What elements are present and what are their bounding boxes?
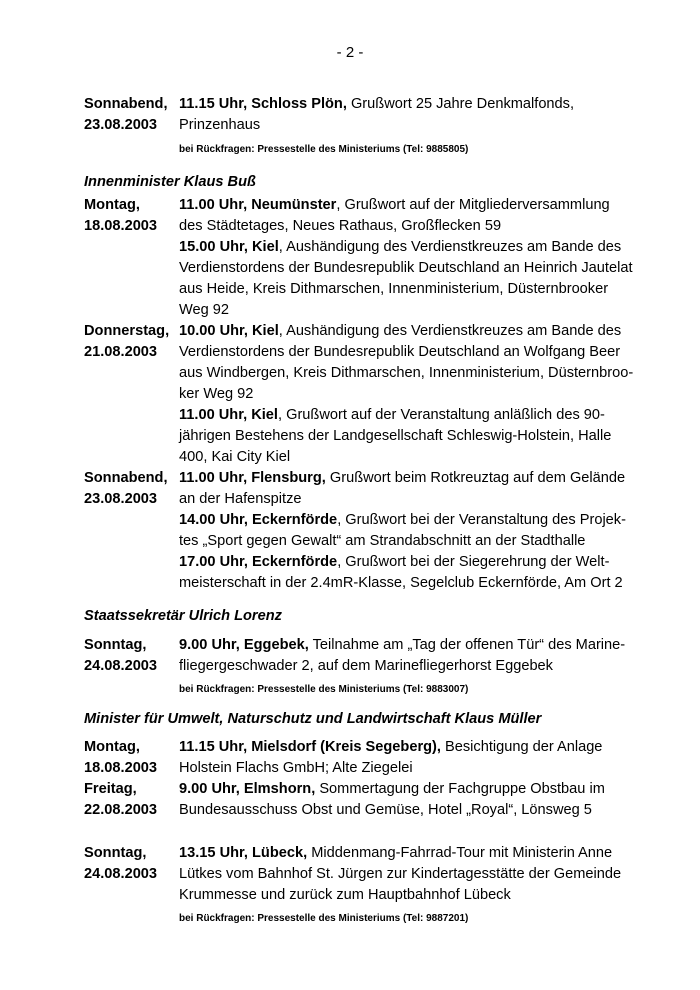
event-time-place: 15.00 Uhr, Kiel — [179, 239, 279, 255]
event-line — [179, 195, 610, 215]
event-line: tes „Sport gegen Gewalt“ am Strandabschnitt an der Stadthalle — [179, 533, 586, 549]
event-time-place: 9.00 Uhr, Elmshorn, — [179, 781, 316, 797]
date-day: Donnerstag, — [84, 323, 170, 339]
event-line: Verdienstordens der Bundesrepublik Deutschland an Heinrich Jautelat — [179, 260, 633, 276]
date-day: Sonntag, — [84, 845, 147, 861]
event-line — [179, 237, 621, 257]
event-line — [179, 779, 605, 799]
event-description: , Aushändigung des Verdienstkreuzes am Bande des — [278, 239, 622, 255]
section-heading: Minister für Umwelt, Naturschutz und Landwirtschaft Klaus Müller — [84, 711, 542, 727]
date-value: 23.08.2003 — [84, 491, 158, 507]
event-description: , Grußwort bei der Siegerehrung der Welt- — [337, 554, 610, 570]
event-line: 400, Kai City Kiel — [179, 449, 291, 465]
section-heading: Innenminister Klaus Buß — [84, 174, 256, 190]
event-time-place: 14.00 Uhr, Eckernförde — [179, 512, 338, 528]
event-line: des Städtetages, Neues Rathaus, Großflecken 59 — [179, 218, 502, 234]
event-line: an der Hafenspitze — [179, 491, 302, 507]
event-line — [179, 635, 625, 655]
event-description: Grußwort beim Rotkreuztag auf dem Gelände — [325, 470, 626, 486]
date-day: Sonntag, — [84, 637, 147, 653]
event-time-place: 11.15 Uhr, Mielsdorf (Kreis Segeberg), — [179, 739, 441, 755]
event-description: , Grußwort auf der Veranstaltung anläßlich des 90- — [277, 407, 605, 423]
date-day: Montag, — [84, 739, 140, 755]
event-line: aus Heide, Kreis Dithmarschen, Innenministerium, Düsternbrooker — [179, 281, 609, 297]
event-line: jährigen Bestehens der Landgesellschaft Schleswig-Holstein, Halle — [179, 428, 612, 444]
event-time-place: 9.00 Uhr, Eggebek, — [179, 637, 309, 653]
event-description: , Grußwort auf der Mitgliederversammlung — [336, 197, 610, 213]
event-description: Grußwort 25 Jahre Denkmalfonds, — [346, 96, 575, 112]
event-line: Holstein Flachs GmbH; Alte Ziegelei — [179, 760, 413, 776]
date-day: Sonnabend, — [84, 470, 168, 486]
date-value: 24.08.2003 — [84, 658, 158, 674]
event-line: ker Weg 92 — [179, 386, 254, 402]
event-line — [179, 94, 574, 114]
event-time-place: 11.00 Uhr, Neumünster — [179, 197, 337, 213]
event-line: fliegergeschwader 2, auf dem Marinefliegerhorst Eggebek — [179, 658, 553, 674]
date-value: 23.08.2003 — [84, 117, 158, 133]
event-line: aus Windbergen, Kreis Dithmarschen, Innenministerium, Düsternbroo- — [179, 365, 634, 381]
page-number: - 2 - — [336, 44, 364, 61]
event-line — [179, 468, 625, 488]
date-value: 21.08.2003 — [84, 344, 158, 360]
event-line: meisterschaft in der 2.4mR-Klasse, Segelclub Eckernförde, Am Ort 2 — [179, 575, 623, 591]
event-line — [179, 405, 605, 425]
event-time-place: 11.00 Uhr, Flensburg, — [179, 470, 326, 486]
event-line — [179, 321, 621, 341]
event-time-place: 10.00 Uhr, Kiel — [179, 323, 279, 339]
contact-note: bei Rückfragen: Pressestelle des Ministeriums (Tel: 9883007) — [179, 684, 469, 695]
event-time-place: 13.15 Uhr, Lübeck, — [179, 845, 308, 861]
event-line: Prinzenhaus — [179, 117, 261, 133]
event-line — [179, 552, 609, 572]
event-line: Krummesse und zurück zum Hauptbahnhof Lübeck — [179, 887, 511, 903]
event-description: Middenmang-Fahrrad-Tour mit Ministerin Anne — [307, 845, 613, 861]
event-time-place: 17.00 Uhr, Eckernförde — [179, 554, 338, 570]
event-line: Verdienstordens der Bundesrepublik Deutschland an Wolfgang Beer — [179, 344, 621, 360]
event-line: Weg 92 — [179, 302, 230, 318]
event-time-place: 11.15 Uhr, Schloss Plön, — [179, 96, 347, 112]
contact-note: bei Rückfragen: Pressestelle des Ministeriums (Tel: 9885805) — [179, 144, 469, 155]
event-line: Lütkes vom Bahnhof St. Jürgen zur Kindertagesstätte der Gemeinde — [179, 866, 622, 882]
event-time-place: 11.00 Uhr, Kiel — [179, 407, 278, 423]
date-day: Montag, — [84, 197, 140, 213]
contact-note: bei Rückfragen: Pressestelle des Ministeriums (Tel: 9887201) — [179, 913, 469, 924]
date-value: 18.08.2003 — [84, 218, 158, 234]
section-heading: Staatssekretär Ulrich Lorenz — [84, 608, 282, 624]
event-description: , Aushändigung des Verdienstkreuzes am Bande des — [278, 323, 622, 339]
event-description: Sommertagung der Fachgruppe Obstbau im — [315, 781, 605, 797]
date-value: 18.08.2003 — [84, 760, 158, 776]
event-line — [179, 737, 602, 757]
event-line: Bundesausschuss Obst und Gemüse, Hotel „Royal“, Lönsweg 5 — [179, 802, 592, 818]
event-line — [179, 510, 626, 530]
event-description: Teilnahme am „Tag der offenen Tür“ des Marine- — [308, 637, 626, 653]
date-day: Freitag, — [84, 781, 137, 797]
date-value: 24.08.2003 — [84, 866, 158, 882]
date-day: Sonnabend, — [84, 96, 168, 112]
event-description: , Grußwort bei der Veranstaltung des Projek- — [337, 512, 626, 528]
date-value: 22.08.2003 — [84, 802, 158, 818]
event-line — [179, 843, 612, 863]
event-description: Besichtigung der Anlage — [440, 739, 603, 755]
